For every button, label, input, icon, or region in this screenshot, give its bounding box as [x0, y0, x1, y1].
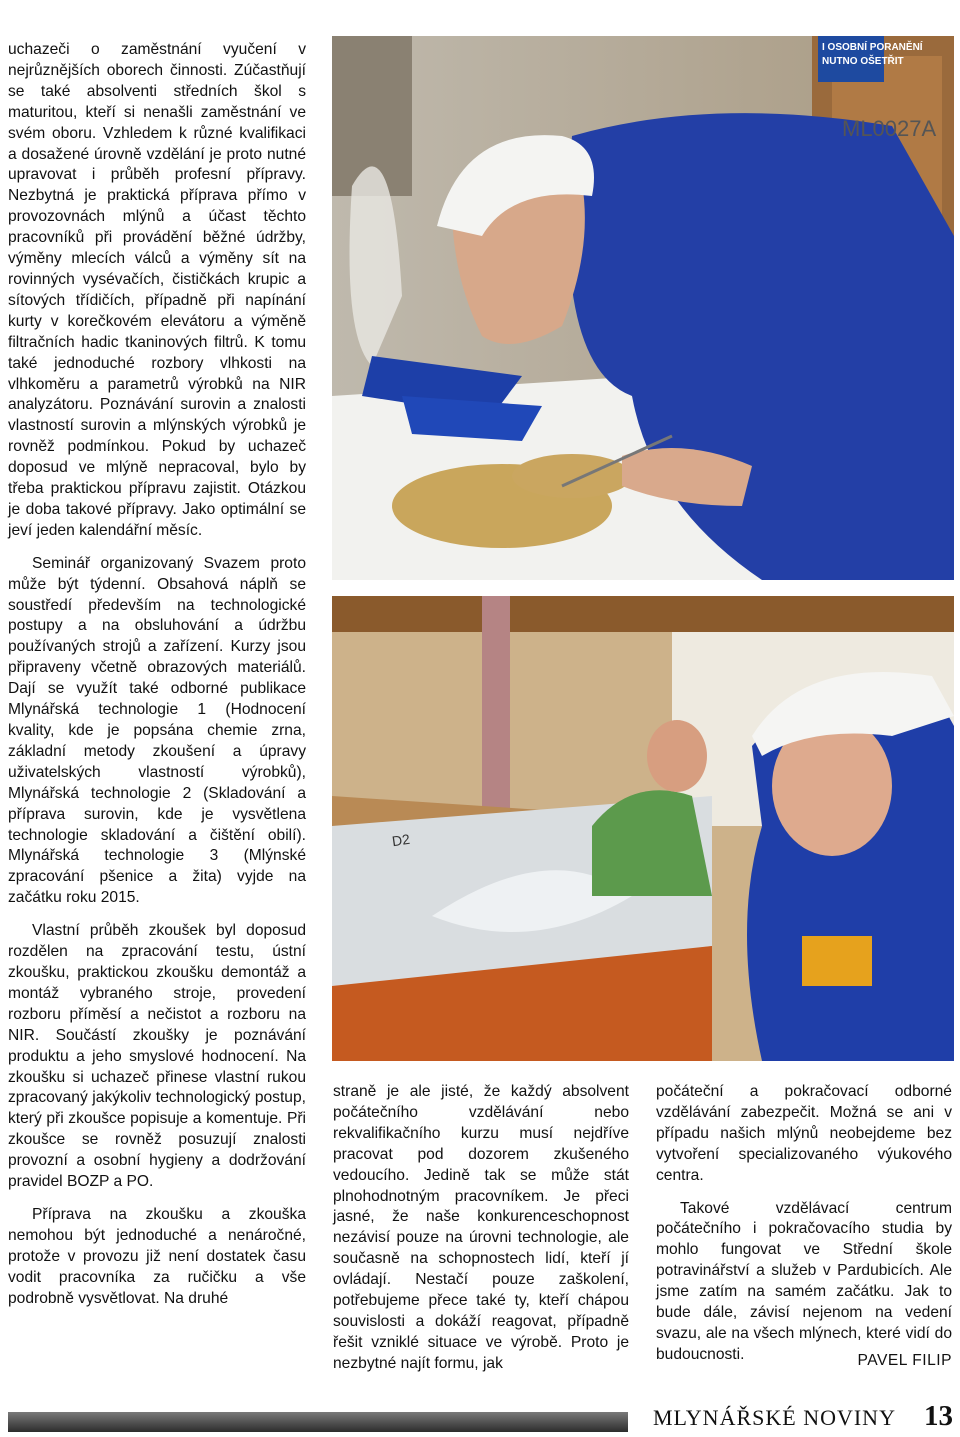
photo-student-examining-grain	[332, 36, 954, 580]
article-column-middle	[333, 1082, 629, 1375]
paragraph: počáteční a pokračovací odborné vzdělávání zabezpečit. Možná se ani v případu našich mlýnů neobejdeme bez vytvoření specializovaného výukového centra.	[656, 1083, 952, 1184]
sign-line-1: I OSOBNÍ PORANĚNÍ	[822, 42, 923, 53]
page-number: 13	[924, 1400, 953, 1432]
paragraph: Příprava na zkoušku a zkouška nemohou být jednoduché a nenáročné, protože v provozu již není dostatek času vodit pracovníka za ručičku a vše podrobně vysvětlovat. Na druhé	[8, 1205, 306, 1307]
paragraph: Vlastní průběh zkoušek byl doposud rozdělen na zpracování testu, ústní zkoušku, praktickou zkoušku demontáž a montáž vybraného stroje, provedení rozboru příměsí a nečistot a rozboru na NIR. Součástí zkoušky je poznávání produktu a jeho smyslové hodnocení. Na zkoušku si uchazeč přinese vlastní rukou zpracovaný jakýkoliv technologický postup, který při zkoušce popisuje a komentuje. Při zkoušce se rovněž posuzují znalosti provozní a osobní hygieny a dodržování pravidel BOZP a PO.	[8, 922, 306, 1191]
photo-bottom-illustration	[332, 596, 954, 1061]
paragraph: straně je ale jisté, že každý absolvent počátečního vzdělávání nebo rekvalifikačního kurzu musí nejdříve pracovat pod dozorem zkušeného vedoucího. Jedině tak se může stát plnohodnotným pracovníkem. Je přeci jasné, že naše konkurenceschopnost nezávisí pouze na úrovni technologie, ale současně na schopnostech lidí, kteří jí ovládají. Nestačí pouze zaškolení, potřebujeme přece také ty, kteří chápou souvislosti a dokáží reagovat, případně řešit vzniklé situace ve výrobě. Proto je nezbytné najít formu, jak	[333, 1083, 629, 1372]
paragraph: uchazeči o zaměstnání vyučení v nejrůznějších oborech činnosti. Zúčastňují se také absolventi středních škol s maturitou, kteří si nenašli zaměstnání ve svém oboru. Vzhledem k různé kvalifikaci a dosažené úrovně vzdělání je proto nutné upravovat i průběh profesní přípravy. Nezbytná je praktická příprava přímo v provozovnách mlýnů a účast těchto pracovníků při provádění běžné údržby, výměny mlecích válců a výměny sít na rovinných vysévačích, čističkách krupic a sítových třídičích, případně při napínání kurty v korečkovém elevátoru a výměně filtračních hadic tkaninových filtrů. K tomu také jednoduché rozbory vlhkosti na vlhkoměru a parametrů výrobků na NIR analyzátoru. Poznávání surovin a znalosti vlastností surovin a mlýnských výrobků je rovněž podmínkou. Pokud by uchazeč doposud ve mlýně nepracoval, bylo by třeba praktickou přípravu zajistit. Otázkou je doba takové přípravy. Jako optimální se jeví jeden kalendářní měsíc.	[8, 41, 306, 539]
photo-workers-at-sifter	[332, 596, 954, 1061]
machine-label: D2	[390, 830, 411, 850]
sign-line-2: NUTNO OŠETŘIT	[822, 56, 904, 67]
article-column-right	[656, 1082, 952, 1366]
paragraph: Takové vzdělávací centrum počátečního i pokračovacího studia by mohlo fungovat ve Střední škole potravinářství a služeb v Pardubicích. Ale jsme zatím na samém začátku. Jak to bude dále, závisí nejenom na vedení svazu, ale na všech mlýnech, které vidí do budoucnosti.	[656, 1199, 952, 1363]
footer-bar	[8, 1412, 628, 1432]
author-byline: PAVEL FILIP	[857, 1352, 952, 1369]
article-column-left	[8, 40, 306, 1309]
wall-code-label: ML0027A	[842, 116, 937, 141]
paragraph: Seminář organizovaný Svazem proto může být týdenní. Obsahová náplň se soustředí především na technologické postupy a na obsluhování a údržbu používaných strojů a zařízení. Kurzy jsou připraveny včetně obrazových materiálů. Dají se využít také odborné publikace Mlynářská technologie 1 (Hodnocení kvality, kde je popsána chemie zrna, základní metody zkoušení a úpravy uživatelských vlastností výrobků), Mlynářská technologie 2 (Skladování a příprava surovin, kde je vysvětlena technologie skladování a čištění obilí). Mlynářská technologie 3 (Mlýnské zpracování pšenice a žita) vyjde na začátku roku 2015.	[8, 554, 306, 907]
publication-name: MLYNÁŘSKÉ NOVINY	[653, 1405, 896, 1430]
